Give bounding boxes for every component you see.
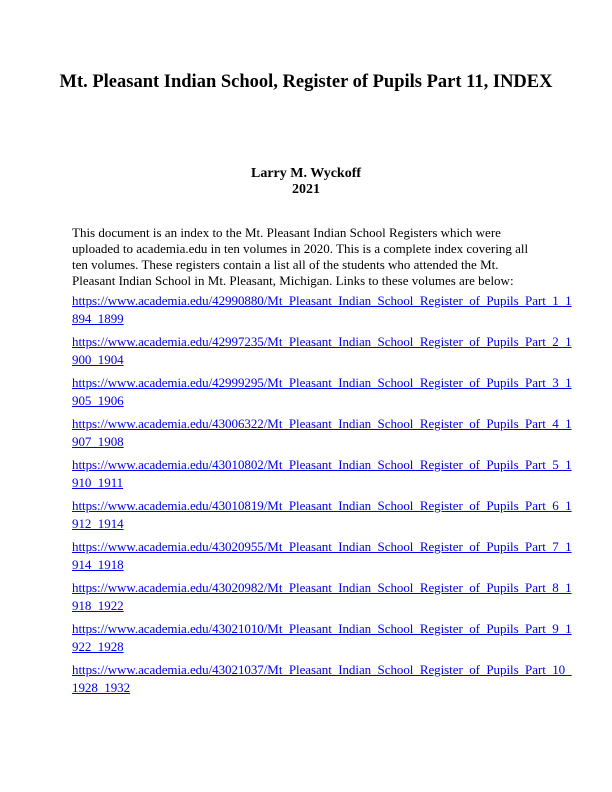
link-line: https://www.academia.edu/43020955/Mt_Pleasant_Indian_School_Register_of_Pupils_Part_7_1	[72, 539, 572, 554]
link-line: 894_1899	[72, 310, 124, 326]
link-line: 914_1918	[72, 556, 124, 572]
intro-paragraph: This document is an index to the Mt. Pleasant Indian School Registers which were uploaded to academia.edu in ten volumes in 2020. This is a complete index covering all ten volumes. These registers contain a list all of the students who attended the Mt. Pleasant Indian School in Mt. Pleasant, Michigan. Links to these volumes are below:	[72, 225, 529, 288]
publication-year: 2021	[292, 182, 320, 197]
volume-link-5[interactable]	[72, 456, 572, 497]
link-line: 907_1908	[72, 433, 124, 449]
link-line: https://www.academia.edu/42990880/Mt_Pleasant_Indian_School_Register_of_Pupils_Part_1_1	[72, 293, 572, 308]
link-line: https://www.academia.edu/43020982/Mt_Pleasant_Indian_School_Register_of_Pupils_Part_8_1	[72, 580, 572, 595]
link-line: 910_1911	[72, 474, 124, 490]
link-line: https://www.academia.edu/43010802/Mt_Pleasant_Indian_School_Register_of_Pupils_Part_5_1	[72, 457, 572, 472]
link-line: 922_1928	[72, 638, 124, 654]
volume-link-2[interactable]	[72, 333, 572, 374]
volume-links	[72, 292, 572, 702]
link-line: https://www.academia.edu/43010819/Mt_Pleasant_Indian_School_Register_of_Pupils_Part_6_1	[72, 498, 572, 513]
volume-link-8[interactable]	[72, 579, 572, 620]
volume-link-4[interactable]	[72, 415, 572, 456]
volume-link-6[interactable]	[72, 497, 572, 538]
author-block	[0, 166, 612, 198]
volume-link-3[interactable]	[72, 374, 572, 415]
link-line: 918_1922	[72, 597, 124, 613]
link-line: https://www.academia.edu/42999295/Mt_Pleasant_Indian_School_Register_of_Pupils_Part_3_1	[72, 375, 572, 390]
author-name: Larry M. Wyckoff	[250, 166, 362, 181]
link-line: 1928_1932	[72, 679, 131, 695]
link-line: 900_1904	[72, 351, 124, 367]
link-line: https://www.academia.edu/43021037/Mt_Pleasant_Indian_School_Register_of_Pupils_Part_10_	[72, 662, 572, 677]
volume-link-7[interactable]	[72, 538, 572, 579]
link-line: https://www.academia.edu/42997235/Mt_Pleasant_Indian_School_Register_of_Pupils_Part_2_1	[72, 334, 572, 349]
link-line: https://www.academia.edu/43006322/Mt_Pleasant_Indian_School_Register_of_Pupils_Part_4_1	[72, 416, 572, 431]
volume-link-9[interactable]	[72, 620, 572, 661]
link-line: https://www.academia.edu/43021010/Mt_Pleasant_Indian_School_Register_of_Pupils_Part_9_1	[72, 621, 572, 636]
document-title: Mt. Pleasant Indian School, Register of Pupils Part 11, INDEX	[59, 72, 553, 92]
link-line: 905_1906	[72, 392, 124, 408]
volume-link-1[interactable]	[72, 292, 572, 333]
link-line: 912_1914	[72, 515, 124, 531]
volume-link-10[interactable]	[72, 661, 572, 702]
